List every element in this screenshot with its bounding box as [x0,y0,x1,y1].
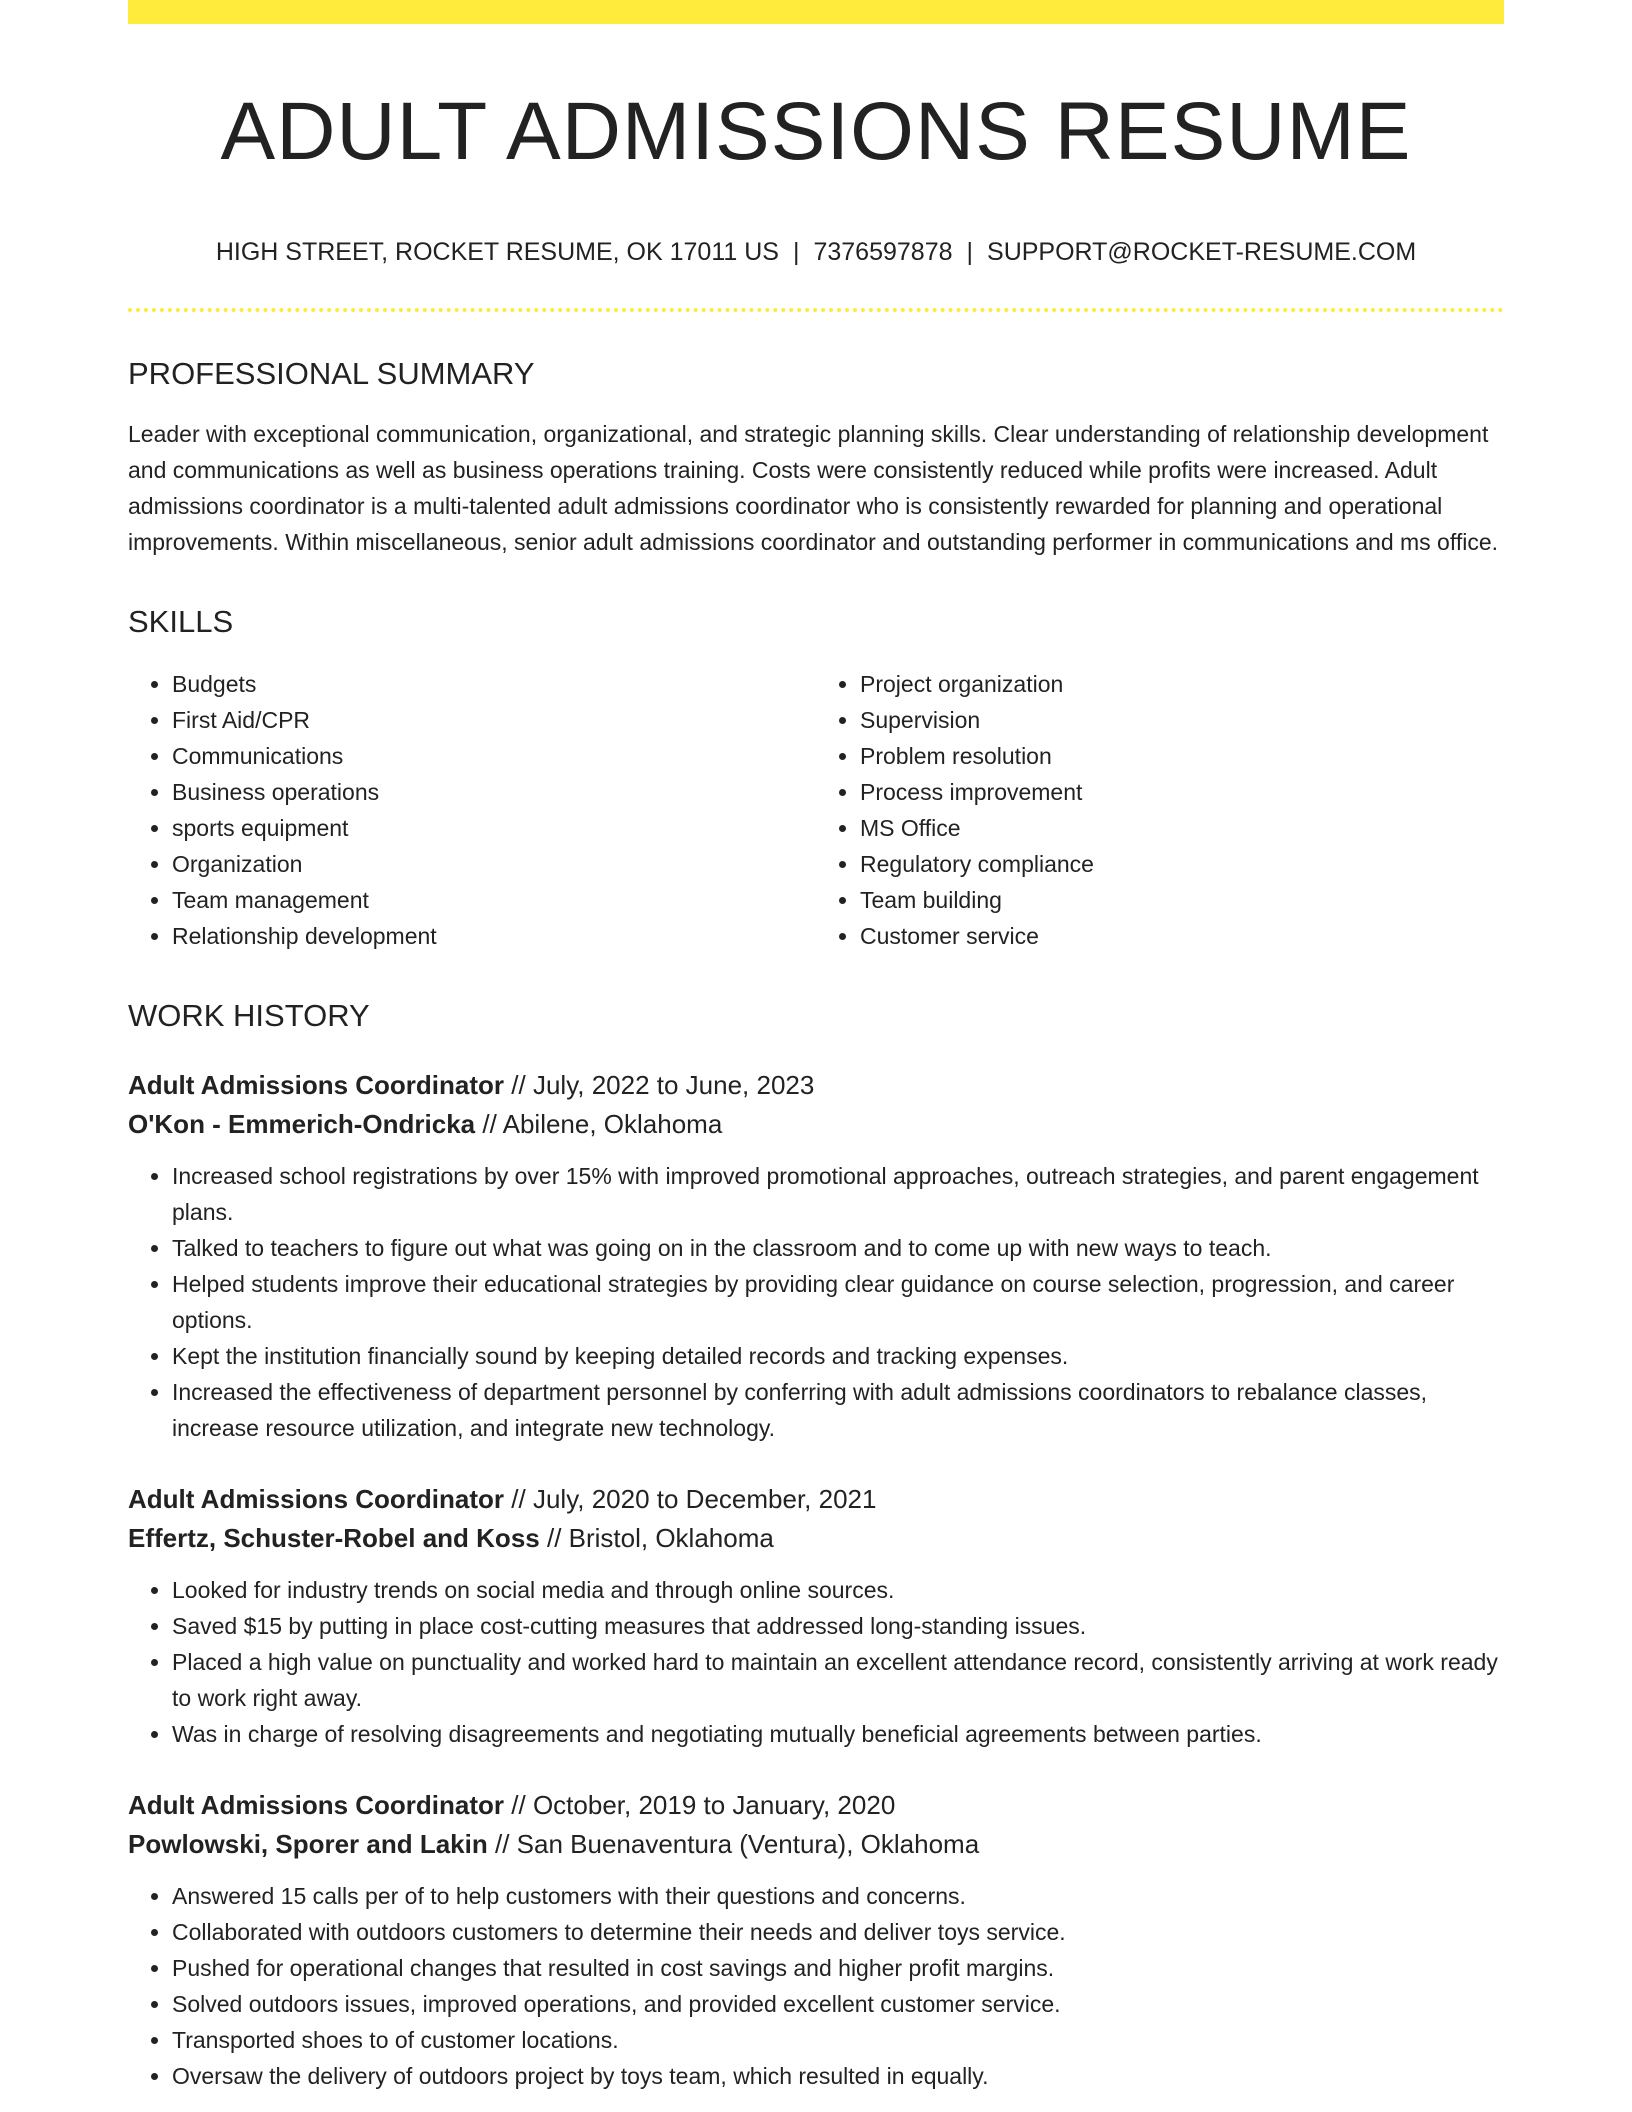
contact-phone: 7376597878 [813,238,953,266]
summary-text: Leader with exceptional communication, organizational, and strategic planning skills. Clear understanding of relationship development and communications as well as business operations training. Costs were consistently reduced while profits were increased. Adult admissions coordinator is a multi-talented adult admissions coordinator who is consistently rewarded for planning and operational improvements. Within miscellaneous, senior adult admissions coordinator and outstanding performer in communications and ms office. [128,421,1499,555]
top-accent-bar [128,0,1504,24]
job-bullet: • Saved $15 by putting in place cost-cutting measures that addressed long-standing issues. [172,1608,1504,1644]
job-location: // Abilene, Oklahoma [482,1109,723,1139]
job-bullet: • Looked for industry trends on social media and through online sources. [172,1572,1504,1608]
job-title: Adult Admissions Coordinator [128,1484,505,1514]
dotted-divider [128,308,1504,312]
job-entry [128,1786,1504,2094]
job-title-line [128,1480,1504,1519]
job-dates: // July, 2022 to June, 2023 [511,1070,815,1100]
work-history-heading: WORK HISTORY [128,998,370,1033]
job-dates: // October, 2019 to January, 2020 [511,1790,896,1820]
job-entry [128,1066,1504,1446]
job-bullet: • Transported shoes to of customer locations. [172,2022,1504,2058]
skills-list-left [128,666,816,954]
job-title-line [128,1066,1504,1105]
skill-item: • Problem resolution [860,738,1504,774]
contact-separator: | [792,238,800,266]
job-dates: // July, 2020 to December, 2021 [511,1484,877,1514]
job-title-line [128,1786,1504,1825]
skill-item: • Supervision [860,702,1504,738]
contact-address: HIGH STREET, ROCKET RESUME, OK 17011 US [215,238,779,266]
skill-item: • Team building [860,882,1504,918]
job-bullet: • Helped students improve their educational strategies by providing clear guidance on course selection, progression, and career options. [172,1266,1504,1338]
job-company-line [128,1105,1504,1144]
contact-line [128,236,1504,268]
skill-item: • MS Office [860,810,1504,846]
job-bullet: • Collaborated with outdoors customers to determine their needs and deliver toys service. [172,1914,1504,1950]
skill-item: • Regulatory compliance [860,846,1504,882]
job-bullet: • Kept the institution financially sound by keeping detailed records and tracking expenses. [172,1338,1504,1374]
job-location: // San Buenaventura (Ventura), Oklahoma [494,1829,980,1859]
skill-item: • Project organization [860,666,1504,702]
job-company: Effertz, Schuster-Robel and Koss [128,1523,540,1553]
skills-columns [128,666,1504,954]
job-entry [128,1480,1504,1752]
skill-item: • Organization [172,846,816,882]
job-company-line [128,1825,1504,1864]
job-title: Adult Admissions Coordinator [128,1070,505,1100]
resume-content [128,24,1504,2094]
job-company-line [128,1519,1504,1558]
job-company: O'Kon - Emmerich-Ondricka [128,1109,476,1139]
job-bullet: • Increased the effectiveness of department personnel by conferring with adult admissions coordinators to rebalance classes, increase resource utilization, and integrate new technology. [172,1374,1504,1446]
job-title: Adult Admissions Coordinator [128,1790,505,1820]
contact-email: SUPPORT@ROCKET-RESUME.COM [987,238,1417,266]
job-company: Powlowski, Sporer and Lakin [128,1829,488,1859]
skill-item: • First Aid/CPR [172,702,816,738]
contact-separator: | [966,238,974,266]
resume-title: ADULT ADMISSIONS RESUME [220,86,1412,177]
summary-heading: PROFESSIONAL SUMMARY [128,356,535,391]
skill-item: • Team management [172,882,816,918]
skills-list-right [816,666,1504,954]
job-bullet: • Increased school registrations by over 15% with improved promotional approaches, outreach strategies, and parent engagement plans. [172,1158,1504,1230]
skill-item: • Communications [172,738,816,774]
skill-item: • Relationship development [172,918,816,954]
job-bullet: • Solved outdoors issues, improved operations, and provided excellent customer service. [172,1986,1504,2022]
job-location: // Bristol, Oklahoma [546,1523,774,1553]
job-bullet: • Answered 15 calls per of to help customers with their questions and concerns. [172,1878,1504,1914]
job-bullet: • Was in charge of resolving disagreements and negotiating mutually beneficial agreements between parties. [172,1716,1504,1752]
job-bullet: • Pushed for operational changes that resulted in cost savings and higher profit margins. [172,1950,1504,1986]
job-bullets [128,1572,1504,1752]
skill-item: • Customer service [860,918,1504,954]
job-bullets [128,1158,1504,1446]
skills-heading: SKILLS [128,604,234,639]
job-bullet: • Oversaw the delivery of outdoors project by toys team, which resulted in equally. [172,2058,1504,2094]
skill-item: • sports equipment [172,810,816,846]
skill-item: • Process improvement [860,774,1504,810]
job-bullet: • Talked to teachers to figure out what was going on in the classroom and to come up with new ways to teach. [172,1230,1504,1266]
skill-item: • Budgets [172,666,816,702]
job-bullets [128,1878,1504,2094]
skill-item: • Business operations [172,774,816,810]
job-bullet: • Placed a high value on punctuality and worked hard to maintain an excellent attendance record, consistently arriving at work ready to work right away. [172,1644,1504,1716]
